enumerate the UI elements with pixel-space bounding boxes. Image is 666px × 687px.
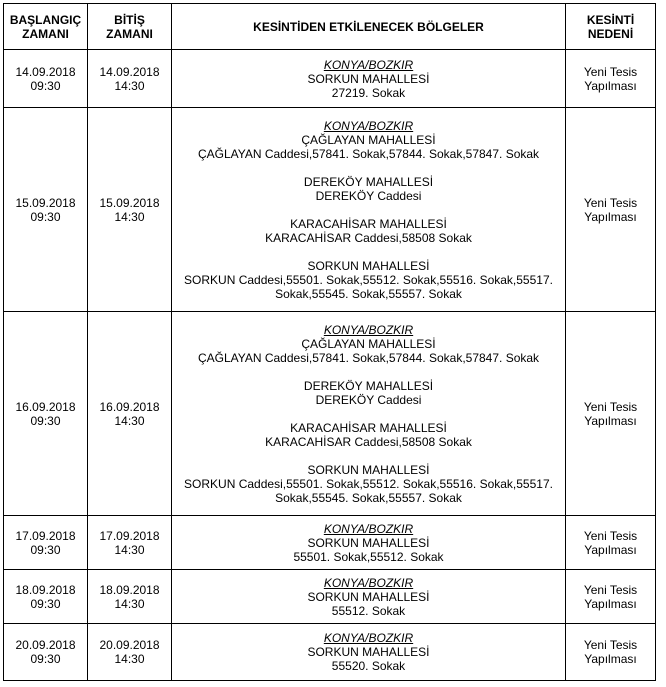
street-list: 55501. Sokak,55512. Sokak [293,549,444,564]
header-regions: KESİNTİDEN ETKİLENECEK BÖLGELER [172,4,566,50]
start-time-cell-line: 20.09.2018 [15,638,76,652]
table-row [4,108,656,312]
end-time-cell [88,516,172,570]
street-list: SORKUN Caddesi,55501. Sokak,55512. Sokak,55516. Sokak,55517. [184,272,553,287]
neighborhood-name: SORKUN MAHALLESİ [307,258,430,273]
table-row [4,570,656,624]
start-time-cell-line: 17.09.2018 [15,528,76,543]
reason-cell-line: Yeni Tesis [583,399,638,414]
start-time-cell [4,312,88,516]
reason-cell-line: Yeni Tesis [583,195,638,210]
reason-cell-line: Yapılması [584,596,637,611]
street-list: 55512. Sokak [331,603,406,618]
end-time-cell [88,108,172,312]
street-list: ÇAĞLAYAN Caddesi,57841. Sokak,57844. Sokak,57847. Sokak [197,146,540,161]
end-time-cell [88,312,172,516]
table-row [4,624,656,681]
header-reason-line: NEDENİ [587,26,634,41]
neighborhood-name: SORKUN MAHALLESİ [307,462,430,477]
end-time-cell-line: 18.09.2018 [99,582,160,597]
city-label: KONYA/BOZKIR [323,575,414,590]
start-time-cell-line: 15.09.2018 [15,195,76,210]
neighborhood-name: KARACAHİSAR MAHALLESİ [290,216,447,231]
end-time-cell-line: 14:30 [114,652,145,666]
start-time-cell-line: 18.09.2018 [15,582,76,597]
street-list: DEREKÖY Caddesi [315,188,422,203]
city-label: KONYA/BOZKIR [323,322,414,337]
region-gap [174,407,563,421]
start-time-cell-line: 16.09.2018 [15,399,76,414]
start-time-cell [4,108,88,312]
start-time-cell-line: 09:30 [30,78,61,93]
header-start-time [4,4,88,50]
street-list: KARACAHİSAR Caddesi,58508 Sokak [265,434,472,449]
reason-cell-line: Yeni Tesis [583,582,638,597]
end-time-cell-line: 15.09.2018 [99,195,160,210]
header-reason-line: KESİNTİ [586,12,635,27]
region-gap [174,365,563,379]
start-time-cell [4,50,88,108]
city-label: KONYA/BOZKIR [323,118,414,133]
end-time-cell-line: 14:30 [114,78,145,93]
reason-cell-line: Yapılması [584,652,637,666]
neighborhood-name: DEREKÖY MAHALLESİ [303,378,434,393]
start-time-cell-line: 09:30 [30,652,61,666]
street-list: 55520. Sokak [331,659,406,673]
header-start-line: BAŞLANGIÇ [9,12,82,27]
end-time-cell-line: 14.09.2018 [99,64,160,79]
end-time-cell-line: 20.09.2018 [99,638,160,652]
street-list: KARACAHİSAR Caddesi,58508 Sokak [265,230,472,245]
reason-cell [566,570,656,624]
reason-cell [566,516,656,570]
header-end-line: ZAMANI [106,26,153,41]
street-list: DEREKÖY Caddesi [315,392,422,407]
header-row [4,4,656,50]
start-time-cell [4,624,88,681]
reason-cell [566,108,656,312]
region-gap [174,203,563,217]
neighborhood-name: ÇAĞLAYAN MAHALLESİ [301,336,436,351]
reason-cell-line: Yapılması [584,542,637,557]
end-time-cell-line: 14:30 [114,596,145,611]
start-time-cell-line: 09:30 [30,209,61,224]
end-time-cell-line: 16.09.2018 [99,399,160,414]
end-time-cell-line: 17.09.2018 [99,528,160,543]
street-list: SORKUN Caddesi,55501. Sokak,55512. Sokak,55516. Sokak,55517. [184,476,553,491]
table-row [4,312,656,516]
outage-schedule-table [3,3,656,681]
start-time-cell-line: 14.09.2018 [15,64,76,79]
regions-cell [172,50,566,108]
reason-cell-line: Yapılması [584,209,637,224]
reason-cell [566,624,656,681]
street-list: Sokak,55545. Sokak,55557. Sokak [275,490,462,505]
neighborhood-name: KARACAHİSAR MAHALLESİ [290,420,447,435]
table-row [4,50,656,108]
city-label: KONYA/BOZKIR [323,57,414,72]
regions-cell [172,108,566,312]
street-list: ÇAĞLAYAN Caddesi,57841. Sokak,57844. Sokak,57847. Sokak [197,350,540,365]
reason-cell [566,312,656,516]
regions-cell [172,624,566,681]
reason-cell-line: Yapılması [584,413,637,428]
end-time-cell [88,50,172,108]
start-time-cell-line: 09:30 [30,596,61,611]
table-body [4,50,656,681]
end-time-cell-line: 14:30 [114,542,145,557]
header-start-line: ZAMANI [22,26,69,41]
end-time-cell-line: 14:30 [114,413,145,428]
region-gap [174,449,563,463]
city-label: KONYA/BOZKIR [323,631,414,645]
neighborhood-name: DEREKÖY MAHALLESİ [303,174,434,189]
reason-cell-line: Yapılması [584,78,637,93]
header-end-time [88,4,172,50]
regions-cell [172,570,566,624]
neighborhood-name: SORKUN MAHALLESİ [307,71,430,86]
street-list: Sokak,55545. Sokak,55557. Sokak [275,286,462,301]
reason-cell-line: Yeni Tesis [583,64,638,79]
header-end-line: BİTİŞ [114,12,145,27]
regions-cell [172,516,566,570]
start-time-cell-line: 09:30 [30,542,61,557]
start-time-cell [4,570,88,624]
city-label: KONYA/BOZKIR [323,521,414,536]
end-time-cell [88,570,172,624]
region-gap [174,161,563,175]
header-reason [566,4,656,50]
street-list: 27219. Sokak [331,85,406,100]
end-time-cell-line: 14:30 [114,209,145,224]
neighborhood-name: SORKUN MAHALLESİ [307,535,430,550]
start-time-cell [4,516,88,570]
neighborhood-name: ÇAĞLAYAN MAHALLESİ [301,132,436,147]
reason-cell-line: Yeni Tesis [583,528,638,543]
reason-cell-line: Yeni Tesis [583,638,638,652]
neighborhood-name: SORKUN MAHALLESİ [307,645,430,659]
reason-cell [566,50,656,108]
end-time-cell [88,624,172,681]
neighborhood-name: SORKUN MAHALLESİ [307,589,430,604]
table-row [4,516,656,570]
regions-cell [172,312,566,516]
start-time-cell-line: 09:30 [30,413,61,428]
region-gap [174,245,563,259]
